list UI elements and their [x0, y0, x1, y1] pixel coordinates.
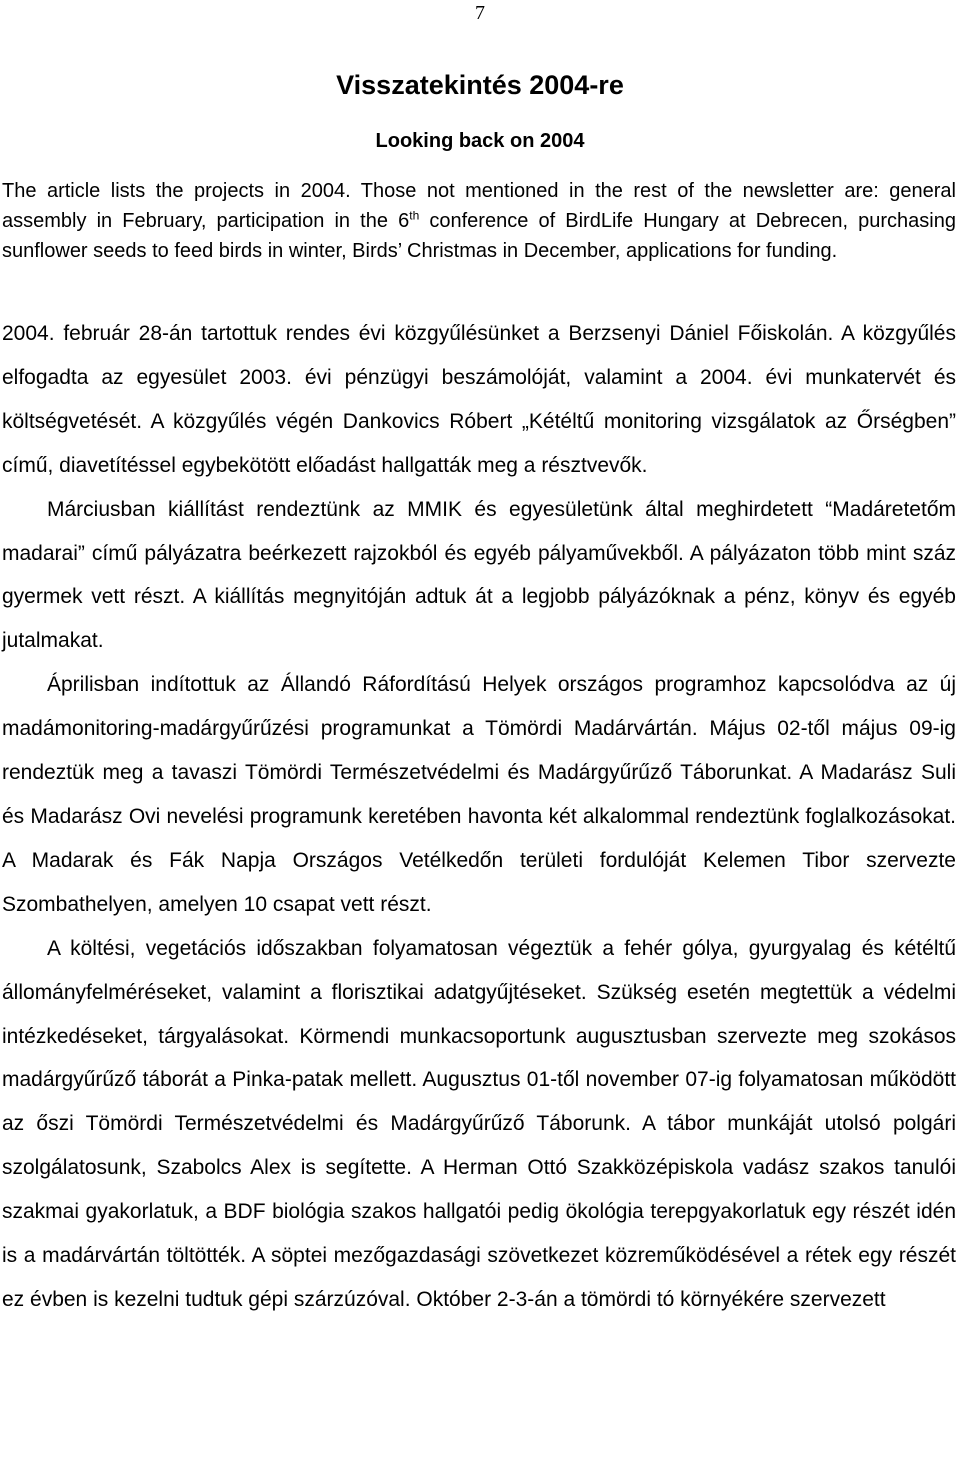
paragraph-exhibition: Márciusban kiállítást rendeztünk az MMIK és egyesületünk által meghirdetett “Madáretetőm madarai” című pályázatra beérkezett rajzokból és egyéb pályaművekből. A pályázaton több mint száz gyermek vett részt. A kiállítás megnyitóján adtuk át a legjobb pályázóknak a pénz, könyv és egyéb jutalmakat. [2, 497, 956, 653]
abstract-text-end: conference of BirdLife Hungary at Debrecen, purchasing sunflower seeds to feed birds in winter, Birds’ Christmas in December, applications for funding. [2, 210, 956, 262]
paragraph-monitoring-program: Áprilisban indítottuk az Állandó Ráfordítású Helyek országos programhoz kapcsolódva az új madámonitoring-madárgyűrűzési programunkat a Tömördi Madárvártán. Május 02-től május 09-ig rendeztük meg a tavaszi Tömördi Természetvédelmi és Madárgyűrűző Táborunkat. A Madarász Suli és Madarász Ovi nevelési programunk keretében havonta két alkalommal rendeztünk foglalkozásokat. A Madarak és Fák Napja Országos Vetélkedőn területi fordulóját Kelemen Tibor szervezte Szombathelyen, amelyen 10 csapat vett részt. [2, 673, 956, 916]
page-number: 7 [475, 2, 485, 24]
article-body [2, 312, 956, 1322]
ordinal-suffix: th [409, 208, 420, 223]
abstract-text-start: The article lists the projects in 2004. Those not mentioned in the rest of the newsletter are: general assembly in February, participation in the 6 [2, 180, 956, 232]
paragraph-breeding-season: A költési, vegetációs időszakban folyamatosan végeztük a fehér gólya, gyurgyalag és kétéltű állományfelméréseket, valamint a florisztikai adatgyűjtéseket. Szükség esetén megtettük a védelmi intézkedéseket, tárgyalásokat. Körmendi munkacsoportunk augusztusban szervezte meg szokásos madárgyűrűző táborát a Pinka-patak mellett. Augusztus 01-től november 07-ig folyamatosan működött az őszi Tömördi Természetvédelmi és Madárgyűrűző Táborunk. A tábor munkáját utolsó polgári szolgálatosunk, Szabolcs Alex is segítette. A Herman Ottó Szakközépiskola vadász szakos tanulói szakmai gyakorlatuk, a BDF biológia szakos hallgatói pedig ökológia terepgyakorlatuk egy részét idén is a madárvártán töltötték. A söptei mezőgazdasági szövetkezet közreműködésével a rétek egy részét ez évben is kezelni tudtuk gépi szárzúzóval. Október 2-3-án a tömördi tó környékére szervezett [2, 936, 956, 1311]
page-subtitle: Looking back on 2004 [375, 130, 585, 152]
page-title: Visszatekintés 2004-re [336, 70, 624, 100]
english-abstract [2, 176, 956, 266]
paragraph-general-assembly: 2004. február 28-án tartottuk rendes évi közgyűlésünket a Berzsenyi Dániel Főiskolán. A közgyűlés elfogadta az egyesület 2003. évi pénzügyi beszámolóját, valamint a 2004. évi munkatervét és költségvetését. A közgyűlés végén Dankovics Róbert „Kétéltű monitoring vizsgálatok az Őrségben” című, diavetítéssel egybekötött előadást hallgatták meg a résztvevők. [2, 322, 956, 477]
